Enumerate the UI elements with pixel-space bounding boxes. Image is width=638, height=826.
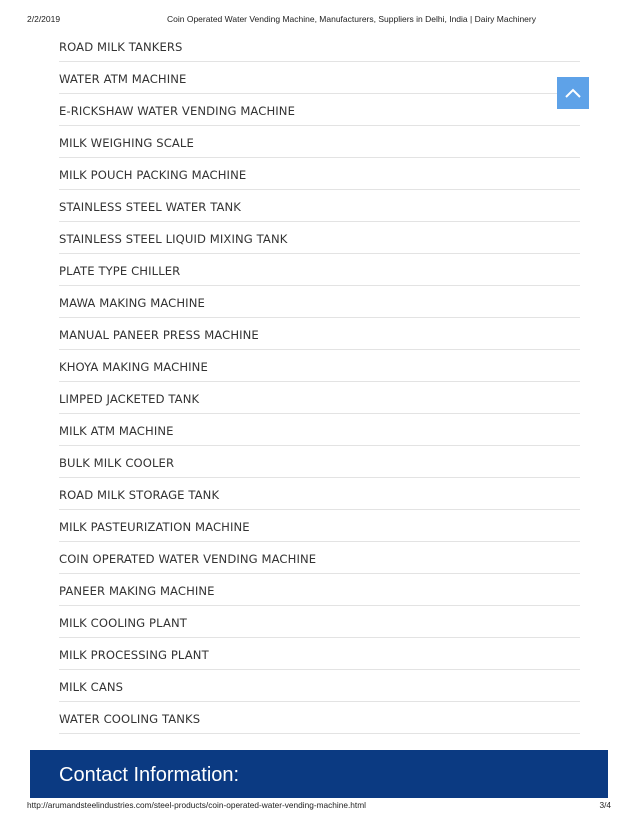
menu-item-label[interactable]: BULK MILK COOLER <box>59 455 175 470</box>
menu-item[interactable] <box>59 542 580 574</box>
product-list <box>59 30 580 734</box>
menu-item[interactable] <box>59 190 580 222</box>
contact-heading: Contact Information: <box>59 764 240 786</box>
menu-item[interactable] <box>59 94 580 126</box>
menu-item[interactable] <box>59 62 580 94</box>
menu-item-label[interactable]: E-RICKSHAW WATER VENDING MACHINE <box>59 103 295 118</box>
menu-item[interactable] <box>59 318 580 350</box>
menu-item[interactable] <box>59 350 580 382</box>
menu-item-label[interactable]: MILK CANS <box>59 679 124 694</box>
menu-item-label[interactable]: COIN OPERATED WATER VENDING MACHINE <box>59 551 317 566</box>
menu-item[interactable] <box>59 30 580 62</box>
menu-item-label[interactable]: WATER COOLING TANKS <box>59 711 201 726</box>
menu-item[interactable] <box>59 414 580 446</box>
menu-item-label[interactable]: ROAD MILK TANKERS <box>59 39 183 54</box>
menu-item[interactable] <box>59 574 580 606</box>
print-footer <box>27 800 611 810</box>
menu-item[interactable] <box>59 286 580 318</box>
menu-item[interactable] <box>59 254 580 286</box>
menu-item[interactable] <box>59 670 580 702</box>
print-page-number: 3/4 <box>599 800 611 810</box>
menu-item-label[interactable]: MILK POUCH PACKING MACHINE <box>59 167 247 182</box>
menu-item-label[interactable]: MILK COOLING PLANT <box>59 615 187 630</box>
menu-item[interactable] <box>59 510 580 542</box>
menu-item-label[interactable]: LIMPED JACKETED TANK <box>59 391 200 406</box>
print-date: 2/2/2019 <box>27 14 61 24</box>
menu-item[interactable] <box>59 638 580 670</box>
menu-item-label[interactable]: MAWA MAKING MACHINE <box>59 295 205 310</box>
menu-item-label[interactable]: STAINLESS STEEL WATER TANK <box>59 199 241 214</box>
print-header <box>27 14 611 24</box>
menu-item[interactable] <box>59 126 580 158</box>
menu-item[interactable] <box>59 446 580 478</box>
menu-item[interactable] <box>59 158 580 190</box>
menu-item-label[interactable]: MILK ATM MACHINE <box>59 423 174 438</box>
scroll-to-top-button[interactable] <box>557 77 589 109</box>
print-page-title: Coin Operated Water Vending Machine, Manufacturers, Suppliers in Delhi, India | Dairy Machinery <box>167 14 536 24</box>
menu-item-label[interactable]: MILK WEIGHING SCALE <box>59 135 194 150</box>
menu-item-label[interactable]: MILK PASTEURIZATION MACHINE <box>59 519 250 534</box>
menu-item[interactable] <box>59 606 580 638</box>
menu-item[interactable] <box>59 702 580 734</box>
menu-item-label[interactable]: PANEER MAKING MACHINE <box>59 583 215 598</box>
chevron-up-icon <box>565 88 581 98</box>
contact-section <box>30 750 608 798</box>
menu-item-label[interactable]: PLATE TYPE CHILLER <box>59 263 181 278</box>
menu-item[interactable] <box>59 478 580 510</box>
menu-item-label[interactable]: WATER ATM MACHINE <box>59 71 187 86</box>
menu-item[interactable] <box>59 382 580 414</box>
menu-item-label[interactable]: MILK PROCESSING PLANT <box>59 647 209 662</box>
menu-item-label[interactable]: MANUAL PANEER PRESS MACHINE <box>59 327 259 342</box>
print-url: http://arumandsteelindustries.com/steel-products/coin-operated-water-vending-machine.html <box>27 800 366 810</box>
menu-item-label[interactable]: STAINLESS STEEL LIQUID MIXING TANK <box>59 231 288 246</box>
menu-item[interactable] <box>59 222 580 254</box>
menu-item-label[interactable]: KHOYA MAKING MACHINE <box>59 359 208 374</box>
menu-item-label[interactable]: ROAD MILK STORAGE TANK <box>59 487 220 502</box>
